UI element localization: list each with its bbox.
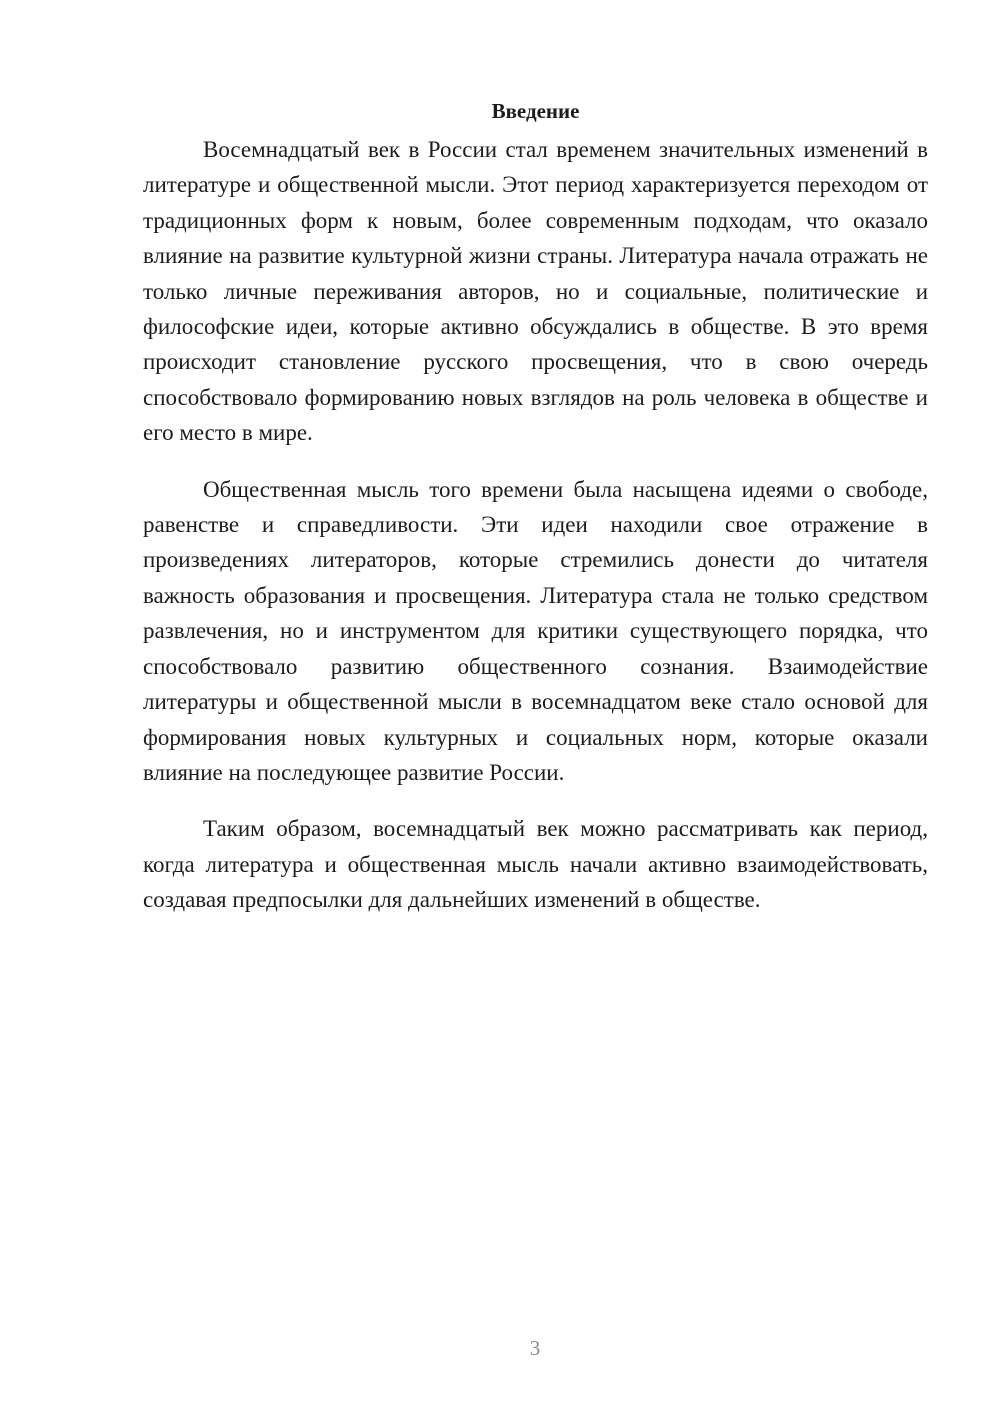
paragraph-3: Таким образом, восемнадцатый век можно рассматривать как период, когда литература и общественная мысль начали активно взаимодействовать, создавая предпосылки для дальнейших изменений в обществе. bbox=[143, 816, 928, 913]
paragraph-1: Восемнадцатый век в России стал временем значительных изменений в литературе и общественной мысли. Этот период характеризуется переходом от традиционных форм к новым, более современным подходам, что оказало влияние на развитие культурной жизни страны. Литература начала отражать не только личные переживания авторов, но и социальные, политические и философские идеи, которые активно обсуждались в обществе. В это время происходит становление русского просвещения, что в свою очередь способствовало формированию новых взглядов на роль человека в обществе и его место в мире. bbox=[143, 137, 928, 446]
document-body bbox=[143, 96, 928, 939]
section-heading: Введение bbox=[491, 99, 580, 123]
page-number: 3 bbox=[529, 1336, 541, 1360]
paragraph-2: Общественная мысль того времени была насыщена идеями о свободе, равенстве и справедливости. Эти идеи находили свое отражение в произведениях литераторов, которые стремились донести до читателя важность образования и просвещения. Литература стала не только средством развлечения, но и инструментом для критики существующего порядка, что способствовало развитию общественного сознания. Взаимодействие литературы и общественной мысли в восемнадцатом веке стало основой для формирования новых культурных и социальных норм, которые оказали влияние на последующее развитие России. bbox=[143, 476, 928, 785]
